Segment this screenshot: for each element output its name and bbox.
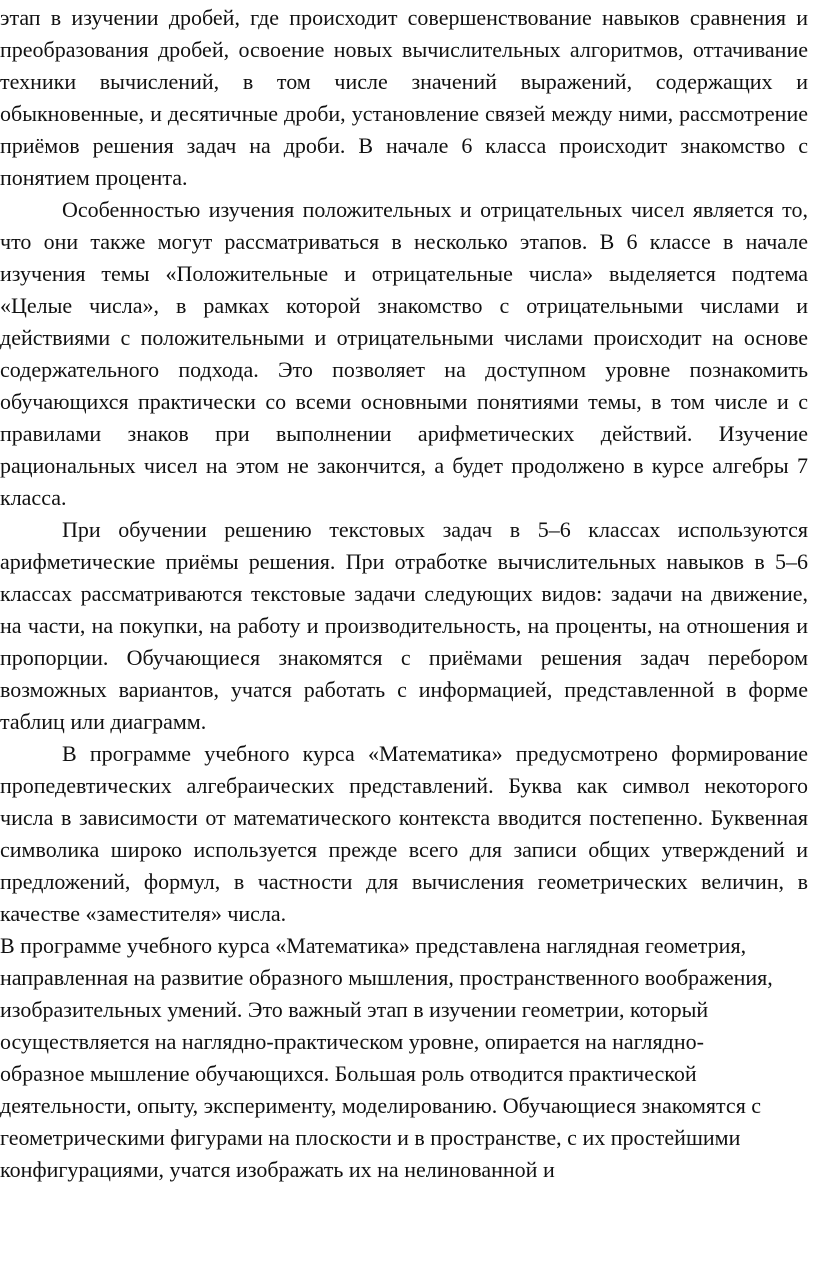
- paragraph-word-problems: При обучении решению текстовых задач в 5–6 классах используются арифметические приёмы решения. При отработке вычислительных навыков в 5–6 классах рассматриваются текстовые задачи следующих видов: задачи на движение, на части, на покупки, на работу и производительность, на проценты, на отношения и пропорции. Обучающиеся знакомятся с приёмами решения задач перебором возможных вариантов, учатся работать с информацией, представленной в форме таблиц или диаграмм.: [0, 517, 808, 734]
- paragraph-fractions-continuation: этап в изучении дробей, где происходит совершенствование навыков сравнения и преобразования дробей, освоение новых вычислительных алгоритмов, оттачивание техники вычислений, в том числе значений выражений, содержащих и обыкновенные, и десятичные дроби, установление связей между ними, рассмотрение приёмов решения задач на дроби. В начале 6 класса происходит знакомство с понятием процента.: [0, 5, 808, 190]
- paragraph-positive-negative-numbers: Особенностью изучения положительных и отрицательных чисел является то, что они также могут рассматриваться в несколько этапов. В 6 классе в начале изучения темы «Положительные и отрицательные числа» выделяется подтема «Целые числа», в рамках которой знакомство с отрицательными числами и действиями с положительными и отрицательными числами происходит на основе содержательного подхода. Это позволяет на доступном уровне познакомить обучающихся практически со всеми основными понятиями темы, в том числе и с правилами знаков при выполнении арифметических действий. Изучение рациональных чисел на этом не закончится, а будет продолжено в курсе алгебры 7 класса.: [0, 197, 808, 510]
- paragraph-visual-geometry: В программе учебного курса «Математика» представлена наглядная геометрия, направленная на развитие образного мышления, пространственного воображения, изобразительных умений. Это важный этап в изучении геометрии, который осуществляется на наглядно-практическом уровне, опирается на наглядно-образное мышление обучающихся. Большая роль отводится практической деятельности, опыту, эксперименту, моделированию. Обучающиеся знакомятся с геометрическими фигурами на плоскости и в пространстве, с их простейшими конфигурациями, учатся изображать их на нелинованной и: [0, 933, 773, 1182]
- paragraph-algebraic-representations: В программе учебного курса «Математика» предусмотрено формирование пропедевтических алгебраических представлений. Буква как символ некоторого числа в зависимости от математического контекста вводится постепенно. Буквенная символика широко используется прежде всего для записи общих утверждений и предложений, формул, в частности для вычисления геометрических величин, в качестве «заместителя» числа.: [0, 741, 808, 926]
